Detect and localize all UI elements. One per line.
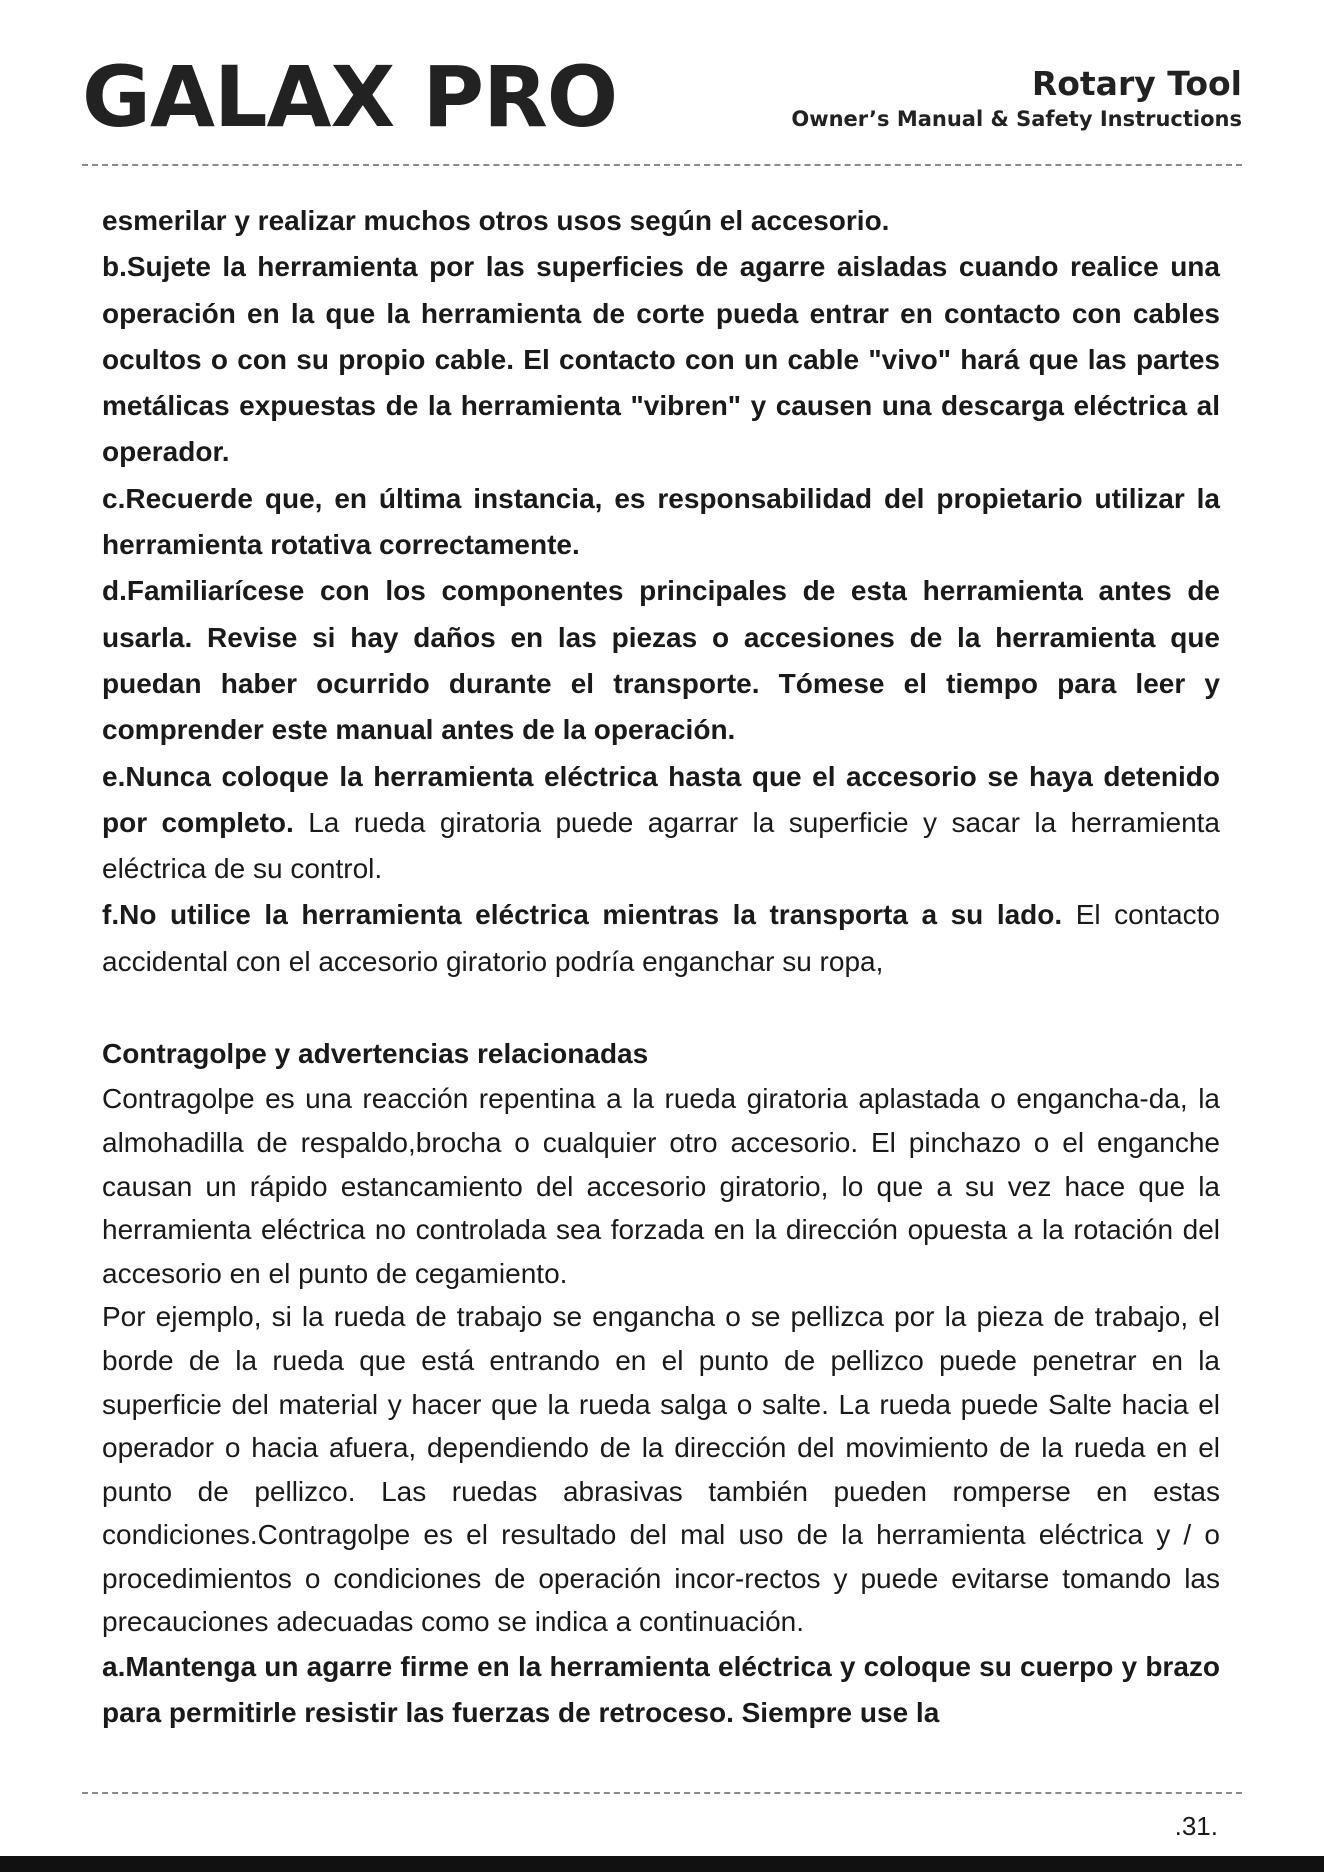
paragraph-a: a.Mantenga un agarre firme en la herramienta eléctrica y coloque su cuerpo y brazo para permitirle resistir las fuerzas de retroceso. Siempre use la [102,1651,1220,1729]
brand-logo: GALAX PRO [82,48,618,146]
paragraph-kickback-2: Por ejemplo, si la rueda de trabajo se engancha o se pellizca por la pieza de trabajo, el borde de la rueda que está entrando en el punto de pellizco puede penetrar en la superficie del material y hacer que la rueda salga o salte. La rueda puede Salte hacia el operador o hacia afuera, dependiendo de la dirección del movimiento de la rueda en el punto de pellizco. Las ruedas abrasivas también pueden romperse en estas condiciones.Contragolpe es el resultado del mal uso de la herramienta eléctrica y / o procedimientos o condiciones de operación incor-rectos y puede evitarse tomando las precauciones adecuadas como se indica a continuación. [102,1301,1220,1638]
page-bottom-edge [0,1856,1324,1872]
document-title [791,64,1242,132]
paragraph-e-text: La rueda giratoria puede agarrar la superficie y sacar la herramienta eléctrica de su control. [102,806,1220,885]
manual-body [102,198,1220,1737]
page-header [0,0,1324,168]
page-number: .31. [1174,1811,1218,1841]
paragraph-d: d.Familiarícese con los componentes principales de esta herramienta antes de usarla. Revise si hay daños en las piezas o accesiones de la herramienta que puedan haber ocurrido durante el transporte. Tómese el tiempo para leer y comprender este manual antes de la operación. [102,575,1220,746]
header-divider [82,164,1242,166]
product-name: Rotary Tool [1031,64,1242,103]
paragraph-f-text: El contacto accidental con el accesorio giratorio podría enganchar su ropa, [102,899,1220,977]
paragraph-intro: esmerilar y realizar muchos otros usos según el accesorio. [102,205,890,236]
section-heading-kickback: Contragolpe y advertencias relacionadas [102,1038,649,1070]
paragraph-kickback-1: Contragolpe es una reacción repentina a la rueda giratoria aplastada o engancha-da, la almohadilla de respaldo,brocha o cualquier otro accesorio. El pinchazo o el enganche causan un rápido estancamiento del accesorio giratorio, lo que a su vez hace que la herramienta eléctrica no controlada sea forzada en la dirección opuesta a la rotación del accesorio en el punto de cegamiento. [102,1083,1220,1289]
paragraph-f [102,892,1220,985]
paragraph-b: b.Sujete la herramienta por las superficies de agarre aisladas cuando realice una operación en la que la herramienta de corte pueda entrar en contacto con cables ocultos o con su propio cable. El contacto con un cable "vivo" hará que las partes metálicas expuestas de la herramienta "vibren" y causen una descarga eléctrica al operador. [102,251,1220,468]
footer-divider [82,1792,1242,1794]
paragraph-e-bold: e.Nunca coloque la herramienta eléctrica hasta que el accesorio se haya detenido por completo. [102,760,1220,838]
manual-subtitle: Owner’s Manual & Safety Instructions [791,107,1242,131]
paragraph-e [102,754,1220,893]
paragraph-f-bold: f.No utilice la herramienta eléctrica mientras la transporta a su lado. [102,899,1063,931]
paragraph-c: c.Recuerde que, en última instancia, es responsabilidad del propietario utilizar la herramienta rotativa correctamente. [102,482,1220,561]
